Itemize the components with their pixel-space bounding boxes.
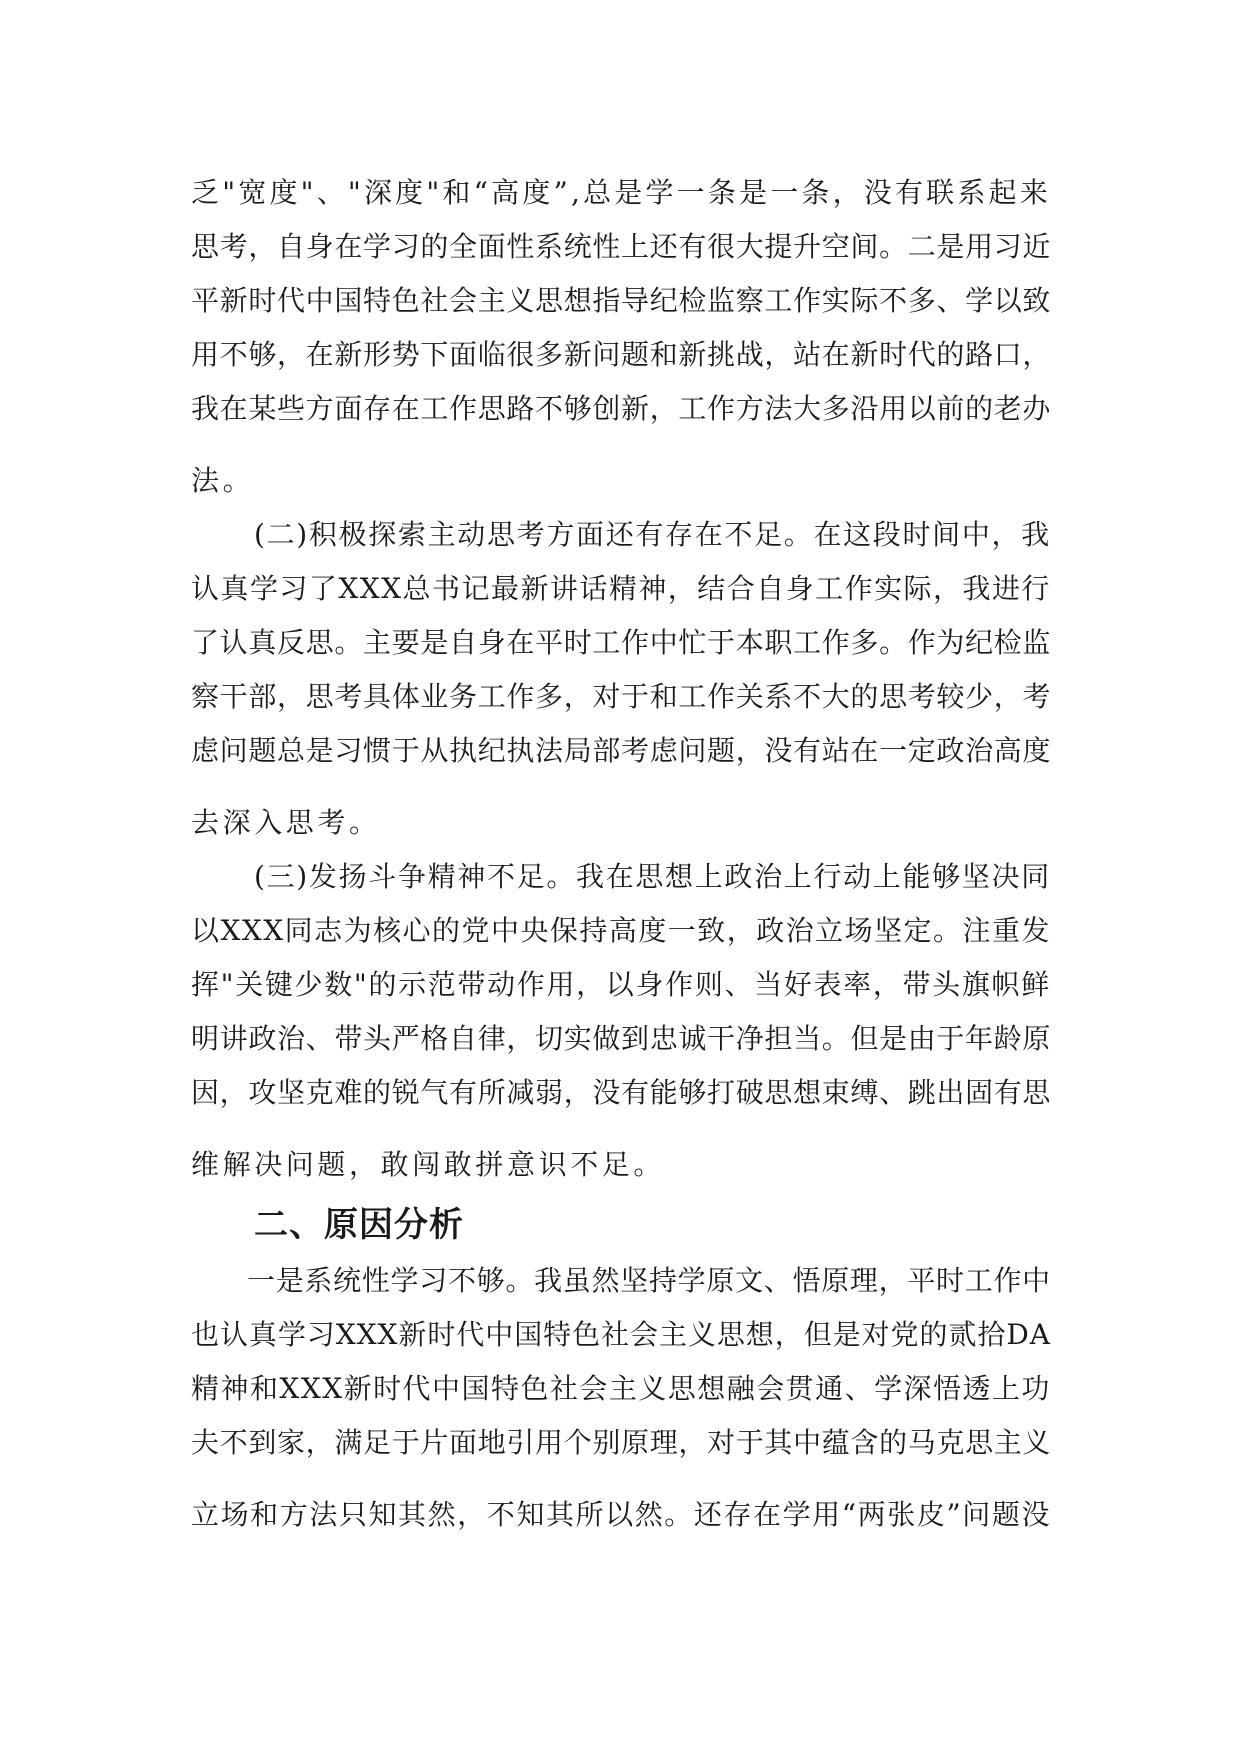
- section-heading: 二、原因分析: [254, 1205, 464, 1245]
- text-line: 维解决问题，敢闯敢拼意识不足。: [191, 1148, 666, 1181]
- document-body: [191, 166, 1051, 1542]
- paragraph-continued: [191, 166, 1051, 508]
- line-gap: [191, 436, 1051, 454]
- text-line: 明讲政治、带头严格自律，切实做到忠诚干净担当。但是由于年龄原: [191, 1022, 1052, 1055]
- text-line: 用不够，在新形势下面临很多新问题和新挑战，站在新时代的路口，: [191, 338, 1052, 371]
- line-gap: [191, 1470, 1051, 1488]
- text-line: 了认真反思。主要是自身在平时工作中忙于本职工作多。作为纪检监: [191, 626, 1052, 659]
- text-line: 乏"宽度"、"深度"和“高度”,总是学一条是一条，没有联系起来: [191, 176, 1051, 209]
- text-line: 去深入思考。: [191, 806, 381, 839]
- text-line: 我在某些方面存在工作思路不够创新，工作方法大多沿用以前的老办: [191, 392, 1052, 425]
- text-line: (二)积极探索主动思考方面还有存在不足。在这段时间中，我: [254, 518, 1051, 551]
- text-line: 认真学习了XXX总书记最新讲话精神，结合自身工作实际，我进行: [191, 572, 1051, 605]
- text-line: 以XXX同志为核心的党中央保持高度一致，政治立场坚定。注重发: [191, 914, 1051, 947]
- text-line: 虑问题总是习惯于从执纪执法局部考虑问题，没有站在一定政治高度: [191, 734, 1052, 767]
- text-line: 平新时代中国特色社会主义思想指导纪检监察工作实际不多、学以致: [191, 284, 1052, 317]
- line-gap: [191, 1120, 1051, 1138]
- text-line: 法。: [191, 464, 255, 497]
- paragraph-cause-analysis: [191, 1254, 1051, 1542]
- text-line: 察干部，思考具体业务工作多，对于和工作关系不大的思考较少，考: [191, 680, 1052, 713]
- text-line: (三)发扬斗争精神不足。我在思想上政治上行动上能够坚决同: [254, 860, 1051, 893]
- paragraph-section-2: [191, 508, 1051, 850]
- text-line: 挥"关键少数"的示范带动作用，以身作则、当好表率，带头旗帜鲜: [191, 968, 1051, 1001]
- text-line: 立场和方法只知其然，不知其所以然。还存在学用“两张皮”问题没: [191, 1498, 1052, 1531]
- text-line: 因，攻坚克难的锐气有所减弱，没有能够打破思想束缚、跳出固有思: [191, 1076, 1052, 1109]
- text-line: 精神和XXX新时代中国特色社会主义思想融会贯通、学深悟透上功: [191, 1372, 1051, 1405]
- text-line: 也认真学习XXX新时代中国特色社会主义思想，但是对党的贰拾DA: [191, 1318, 1051, 1351]
- line-gap: [191, 778, 1051, 796]
- text-line: 夫不到家，满足于片面地引用个别原理，对于其中蕴含的马克思主义: [191, 1426, 1052, 1459]
- text-line: 思考，自身在学习的全面性系统性上还有很大提升空间。二是用习近: [191, 230, 1052, 263]
- paragraph-section-3: [191, 850, 1051, 1192]
- text-line: 一是系统性学习不够。我虽然坚持学原文、悟原理，平时工作中: [247, 1264, 1051, 1297]
